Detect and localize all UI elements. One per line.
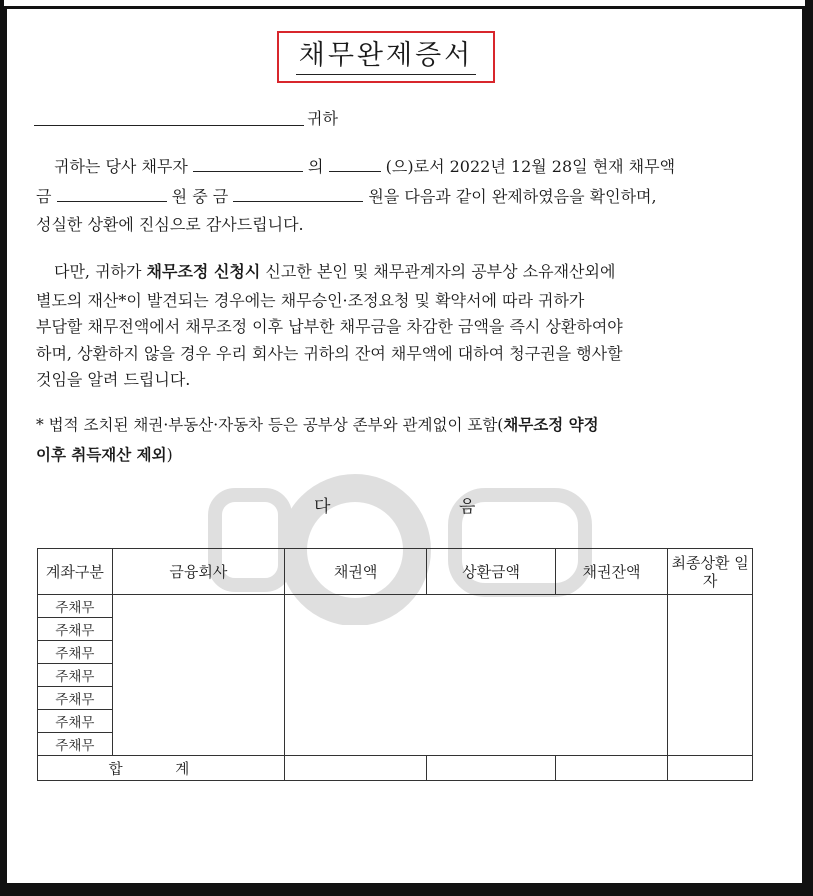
paragraph2-line5: 것임을 알려 드립니다.	[36, 370, 191, 389]
row-account-type: 주채무	[38, 664, 113, 687]
final-date-cell	[668, 595, 753, 756]
recipient-name-blank	[34, 125, 304, 126]
total-amount-blank	[57, 183, 167, 202]
footnote-bold-2: 이후 취득재산 제외	[36, 445, 167, 464]
table-header-row	[38, 549, 753, 595]
total-repaid-cell	[427, 756, 555, 781]
header-claim-balance: 채권잔액	[555, 549, 668, 595]
header-repaid-amount: 상환금액	[427, 549, 555, 595]
table-row	[38, 595, 753, 618]
total-claim-cell	[284, 756, 426, 781]
relation-blank	[329, 153, 381, 172]
row-account-type: 주채무	[38, 641, 113, 664]
row-account-type: 주채무	[38, 687, 113, 710]
row-account-type: 주채무	[38, 595, 113, 618]
debt-table	[37, 548, 753, 781]
section-heading-left: 다	[314, 497, 331, 517]
p2-bold-text: 채무조정 신청시	[146, 262, 261, 281]
paragraph2-line1	[54, 257, 615, 287]
paragraph2-line2: 별도의 재산*이 발견되는 경우에는 채무승인·조정요청 및 확약서에 따라 귀하가	[36, 291, 585, 310]
company-cell	[112, 595, 284, 756]
total-date-cell	[668, 756, 753, 781]
paragraph1-line3: 성실한 상환에 진심으로 감사드립니다.	[36, 215, 304, 234]
paragraph1-line1	[54, 152, 675, 182]
p1-amount-suffix: 원을 다음과 같이 완제하였음을 확인하며,	[368, 187, 657, 206]
footnote-bold-1: 채무조정 약정	[503, 415, 599, 434]
total-label-cell	[38, 756, 285, 781]
footnote-line1	[36, 410, 599, 440]
paragraph2-line3: 부담할 채무전액에서 채무조정 이후 납부한 채무금을 차감한 금액을 즉시 상환하여야	[36, 317, 623, 336]
p1-amount-prefix: 금	[36, 187, 52, 206]
header-claim-amount: 채권액	[284, 549, 426, 595]
amount-cells	[284, 595, 667, 756]
header-account-type: 계좌구분	[38, 549, 113, 595]
row-account-type: 주채무	[38, 710, 113, 733]
p2-text-b: 신고한 본인 및 채무관계자의 공부상 소유재산외에	[265, 262, 616, 281]
right-border	[805, 0, 813, 896]
table-total-row	[38, 756, 753, 781]
footnote-line2	[36, 440, 599, 470]
debtor-name-blank	[193, 153, 303, 172]
footnote-text: * 법적 조치된 채권·부동산·자동차 등은 공부상 존부와 관계없이 포함(	[36, 416, 504, 434]
p1-text-c: (으)로서	[385, 157, 445, 176]
bottom-border	[0, 886, 813, 896]
paragraph2-line4: 하며, 상환하지 않을 경우 우리 회사는 귀하의 잔여 채무액에 대하여 청구권을 행사할	[36, 344, 623, 363]
section-heading-right: 음	[459, 497, 476, 517]
footnote-close: )	[166, 446, 173, 464]
total-label: 합 계	[108, 761, 214, 778]
document-title: 채무완제증서	[296, 40, 476, 75]
p2-text-a: 다만, 귀하가	[54, 262, 142, 281]
p1-text-a: 귀하는 당사 채무자	[54, 157, 188, 176]
row-account-type: 주채무	[38, 733, 113, 756]
header-final-date: 최종상환 일자	[668, 549, 753, 595]
p1-text-b: 의	[308, 157, 324, 176]
footnote	[36, 410, 599, 470]
paragraph1-line2	[36, 182, 657, 212]
p1-text-d: 2022년 12월 28일 현재 채무액	[449, 157, 676, 176]
row-account-type: 주채무	[38, 618, 113, 641]
recipient-suffix: 귀하	[307, 109, 338, 128]
p1-amount-mid: 원 중 금	[171, 187, 229, 206]
repaid-amount-blank	[233, 183, 363, 202]
total-balance-cell	[555, 756, 668, 781]
header-company: 금융회사	[112, 549, 284, 595]
